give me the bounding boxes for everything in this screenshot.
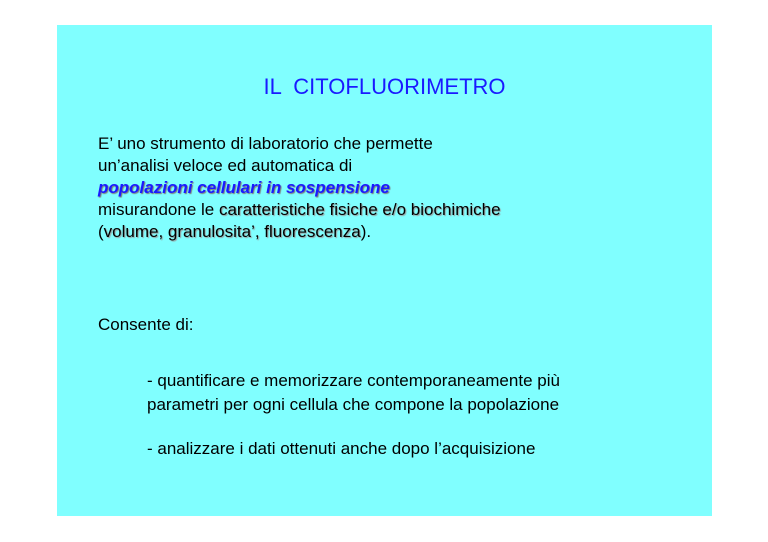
intro-emphasis: popolazioni cellulari in sospensione <box>98 178 390 197</box>
bullet-1-line-1: - quantificare e memorizzare contemporaneamente più <box>147 371 560 390</box>
consente-label: Consente di: <box>98 315 194 334</box>
intro-line-2: un’analisi veloce ed automatica di <box>98 156 353 175</box>
slide <box>57 25 712 516</box>
intro-line-4 <box>98 199 698 221</box>
intro-line-1: E’ uno strumento di laboratorio che permette <box>98 134 433 153</box>
bullet-1-line-2: parametri per ogni cellula che compone la popolazione <box>147 395 560 414</box>
slide-title: IL CITOFLUORIMETRO <box>263 74 506 99</box>
intro-line-5 <box>98 221 698 243</box>
intro-line-5-close: ). <box>360 222 372 241</box>
measured-properties-text: volume, granulosita’, fluorescenza <box>103 222 361 241</box>
bullet-list <box>147 369 560 461</box>
intro-paragraph <box>98 133 698 243</box>
intro-line-4-prefix: misurandone le <box>98 200 219 219</box>
intro-line-5-open: ( <box>98 222 104 241</box>
bullet-2: - analizzare i dati ottenuti anche dopo l’acquisizione <box>147 439 536 458</box>
physical-characteristics-text: caratteristiche fisiche e/o biochimiche <box>218 200 501 219</box>
